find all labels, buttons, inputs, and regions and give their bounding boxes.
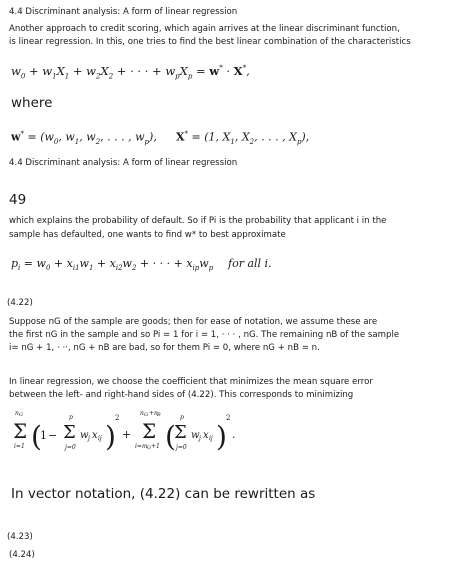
svg-text:.: .	[232, 428, 236, 441]
w-vector-definition: $w^* = (w_0$, $w_1$, $w_2$, . . . , $w_p$),	[11, 130, 157, 146]
pi-approximation-formula: $p_i = w_0 + x_{i1}w_1 + x_{i2}w_2$ + · · · + $x_{ip}w_p$	[11, 257, 214, 273]
svg-text:n: n	[140, 410, 144, 417]
minimization-formula	[8, 408, 268, 468]
svg-text:): )	[105, 420, 116, 453]
svg-text:w: w	[80, 430, 89, 441]
svg-text:n: n	[15, 410, 19, 417]
linear-combination-formula: $w_0 + w_1X_1 + w_2X_2$ + · · · + $w_pX_p = w^* \cdot X^*$,	[11, 64, 250, 81]
default-line-1: which explains the probability of default. So if Pi is the probability that applicant i in the	[9, 216, 387, 226]
for-all-label: for all i.	[228, 257, 272, 270]
svg-text:j: j	[88, 435, 90, 442]
svg-text:+: +	[122, 428, 132, 441]
intro-line-2: is linear regression. In this, one tries to find the best linear combination of the characteristics	[9, 37, 411, 47]
svg-text:(: (	[165, 420, 176, 453]
svg-text:+1: +1	[151, 443, 160, 450]
goods-line-3: i= nG + 1, · ··, nG + nB are bad, so for them Pi = 0, where nG + nB = n.	[9, 343, 320, 353]
svg-text:i=1: i=1	[14, 443, 25, 450]
equation-label-4-22: (4.22)	[7, 298, 33, 308]
x-vector-definition: X* = (1, $X_1$, $X_2$, . . . , $X_p$),	[176, 130, 310, 146]
svg-text:G: G	[147, 445, 151, 451]
svg-text:j=0: j=0	[65, 444, 76, 451]
svg-text:Σ: Σ	[142, 419, 157, 443]
default-line-2: sample has defaulted, one wants to find w* to best approximate	[9, 230, 286, 240]
svg-text:−: −	[48, 429, 58, 442]
svg-text:w: w	[191, 430, 200, 441]
goods-line-2: the first nG in the sample and so Pi = 1 for i = 1, · · · , nG. The remaining nB of the sample	[9, 330, 400, 340]
section-heading-1: 4.4 Discriminant analysis: A form of linear regression	[9, 7, 238, 17]
svg-text:Σ: Σ	[174, 422, 187, 443]
svg-text:B: B	[157, 412, 161, 418]
svg-text:): )	[216, 420, 227, 453]
svg-text:ij: ij	[98, 435, 102, 442]
svg-text:j: j	[199, 435, 201, 442]
regression-line-1: In linear regression, we choose the coefficient that minimizes the mean square error	[9, 377, 373, 387]
svg-text:ij: ij	[209, 435, 213, 442]
vector-notation-sentence: In vector notation, (4.22) can be rewritten as	[11, 486, 316, 502]
intro-line-1: Another approach to credit scoring, which again arrives at the linear discriminant function,	[9, 24, 400, 34]
svg-text:2: 2	[115, 414, 120, 422]
svg-text:+n: +n	[149, 410, 158, 417]
svg-text:(: (	[31, 420, 42, 453]
svg-text:1: 1	[40, 429, 47, 442]
svg-text:x: x	[203, 430, 209, 441]
svg-text:G: G	[144, 412, 148, 418]
svg-text:j=0: j=0	[176, 444, 187, 451]
where-label: where	[11, 95, 53, 111]
equation-label-4-23: (4.23)	[7, 532, 33, 542]
svg-text:2: 2	[226, 414, 231, 422]
page-number: 49	[9, 192, 27, 208]
section-heading-2: 4.4 Discriminant analysis: A form of linear regression	[9, 158, 238, 168]
goods-line-1: Suppose nG of the sample are goods; then for ease of notation, we assume these are	[9, 317, 378, 327]
svg-text:x: x	[92, 430, 98, 441]
svg-text:Σ: Σ	[63, 422, 76, 443]
svg-text:i=m: i=m	[135, 443, 148, 450]
regression-line-2: between the left- and right-hand sides of (4.22). This corresponds to minimizing	[9, 390, 354, 400]
svg-text:p: p	[69, 414, 73, 421]
svg-text:G: G	[19, 412, 23, 418]
svg-text:p: p	[180, 414, 184, 421]
svg-text:Σ: Σ	[13, 419, 28, 443]
equation-label-4-24: (4.24)	[9, 550, 35, 560]
